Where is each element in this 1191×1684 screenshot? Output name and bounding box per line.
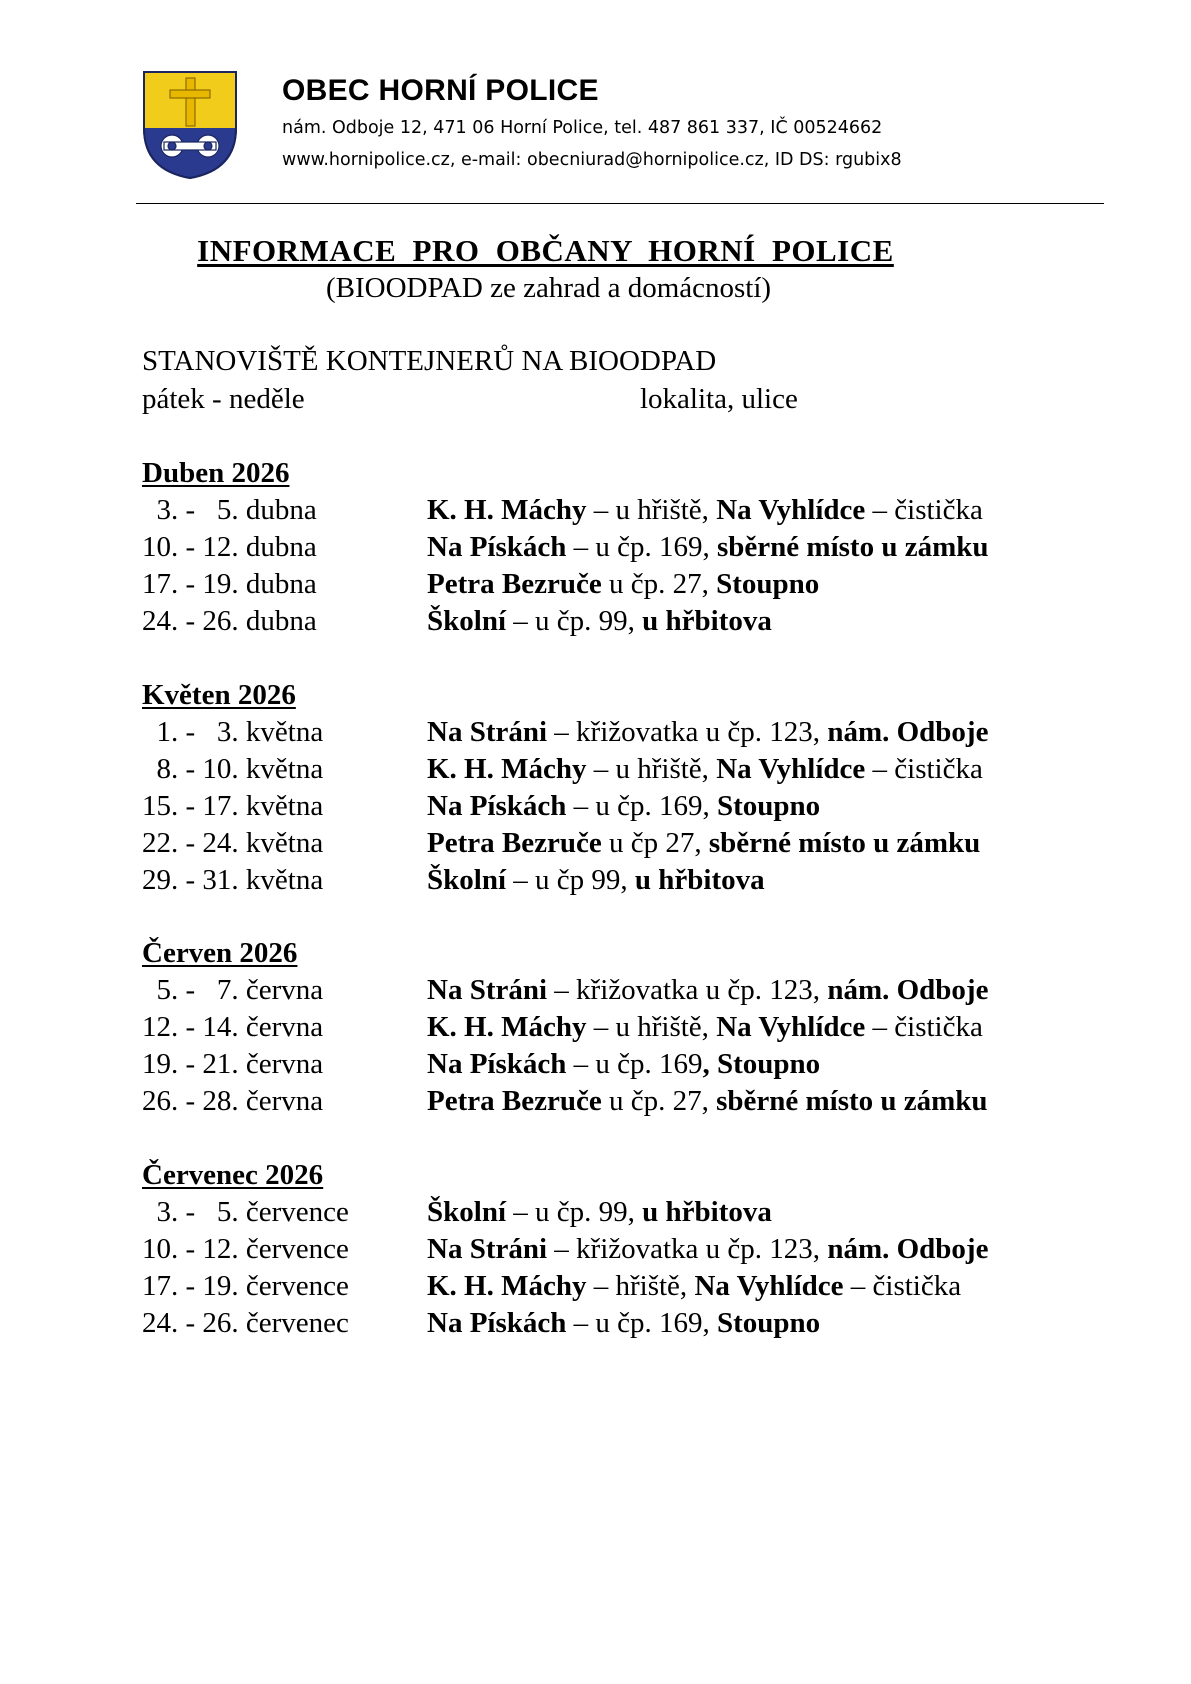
schedule-date: 1. - 3. května bbox=[142, 716, 324, 748]
column-label-days: pátek - neděle bbox=[142, 383, 305, 415]
location-street: Na Stráni bbox=[427, 1233, 548, 1265]
location-street: sběrné místo u zámku bbox=[717, 531, 989, 563]
location-detail: – hřiště, bbox=[586, 1270, 695, 1302]
location-street: Stoupno bbox=[716, 568, 820, 600]
schedule-location bbox=[427, 1305, 1082, 1342]
location-street: Na Pískách bbox=[427, 1048, 567, 1080]
month-block bbox=[142, 1157, 1082, 1342]
schedule-row bbox=[142, 1009, 1082, 1046]
location-detail: u čp. 27, bbox=[601, 1085, 717, 1117]
schedule-location bbox=[427, 492, 1082, 529]
schedule-location bbox=[427, 825, 1082, 862]
schedule-date: 10. - 12. dubna bbox=[142, 531, 317, 563]
location-street: Školní bbox=[427, 605, 506, 637]
location-detail: – u hřiště, bbox=[586, 1011, 717, 1043]
schedule-location bbox=[427, 1268, 1082, 1305]
schedule-row bbox=[142, 751, 1082, 788]
schedule-date: 15. - 17. května bbox=[142, 790, 324, 822]
schedule-date: 29. - 31. května bbox=[142, 864, 324, 896]
location-detail: – u čp. 169, bbox=[566, 1307, 718, 1339]
month-block bbox=[142, 455, 1082, 640]
location-street: Na Vyhlídce bbox=[694, 1270, 844, 1302]
location-detail: – u čp 99, bbox=[506, 864, 635, 896]
schedule-row bbox=[142, 825, 1082, 862]
location-detail: – křižovatka u čp. 123, bbox=[547, 716, 828, 748]
schedule-row bbox=[142, 529, 1082, 566]
location-detail: – u hřiště, bbox=[586, 753, 717, 785]
document-title-wrap bbox=[0, 233, 1191, 269]
schedule-row bbox=[142, 972, 1082, 1009]
schedule-location bbox=[427, 1231, 1082, 1268]
location-detail: – u čp. 99, bbox=[506, 605, 643, 637]
location-street: u hřbitova bbox=[634, 864, 765, 896]
document-title: INFORMACE PRO OBČANY HORNÍ POLICE bbox=[197, 233, 894, 268]
month-block bbox=[142, 677, 1082, 899]
location-street: nám. Odboje bbox=[827, 1233, 989, 1265]
schedule-date: 22. - 24. května bbox=[142, 827, 324, 859]
location-detail: – křižovatka u čp. 123, bbox=[547, 974, 828, 1006]
schedule-date: 17. - 19. dubna bbox=[142, 568, 317, 600]
location-street: sběrné místo u zámku bbox=[708, 827, 981, 859]
schedule-date: 17. - 19. července bbox=[142, 1270, 349, 1302]
location-street: Na Stráni bbox=[427, 974, 548, 1006]
location-street: Na Vyhlídce bbox=[716, 753, 866, 785]
location-street: sběrné místo u zámku bbox=[716, 1085, 988, 1117]
schedule-date: 3. - 5. července bbox=[142, 1196, 349, 1228]
location-street: K. H. Máchy bbox=[427, 1270, 587, 1302]
schedule-date: 26. - 28. června bbox=[142, 1085, 324, 1117]
location-detail: – křižovatka u čp. 123, bbox=[547, 1233, 828, 1265]
schedule-row bbox=[142, 603, 1082, 640]
schedule-date: 8. - 10. května bbox=[142, 753, 324, 785]
location-street: Stoupno bbox=[717, 1307, 821, 1339]
schedule-date: 24. - 26. dubna bbox=[142, 605, 317, 637]
schedule-row bbox=[142, 714, 1082, 751]
schedule-row bbox=[142, 1305, 1082, 1342]
schedule-location bbox=[427, 1009, 1082, 1046]
header-divider bbox=[136, 203, 1104, 204]
location-street: Školní bbox=[427, 864, 506, 896]
schedule-location bbox=[427, 529, 1082, 566]
letterhead bbox=[142, 70, 1102, 190]
location-street: u hřbitova bbox=[642, 1196, 772, 1228]
location-street: , Stoupno bbox=[702, 1048, 821, 1080]
location-street: nám. Odboje bbox=[827, 974, 989, 1006]
schedule-row bbox=[142, 492, 1082, 529]
location-detail: u čp. 27, bbox=[601, 568, 717, 600]
schedule-location bbox=[427, 788, 1082, 825]
location-detail: – čistička bbox=[865, 494, 983, 526]
schedule-date: 19. - 21. června bbox=[142, 1048, 324, 1080]
schedule-location bbox=[427, 751, 1082, 788]
location-street: nám. Odboje bbox=[827, 716, 989, 748]
location-detail: – u čp. 169 bbox=[566, 1048, 703, 1080]
location-detail: – čistička bbox=[865, 753, 983, 785]
location-street: Na Pískách bbox=[427, 1307, 567, 1339]
schedule-row bbox=[142, 862, 1082, 899]
location-street: K. H. Máchy bbox=[427, 1011, 587, 1043]
location-street: Petra Bezruče bbox=[427, 1085, 602, 1117]
location-street: Školní bbox=[427, 1196, 506, 1228]
location-detail: – u čp. 99, bbox=[506, 1196, 643, 1228]
location-street: Petra Bezruče bbox=[427, 827, 602, 859]
schedule-date: 10. - 12. července bbox=[142, 1233, 349, 1265]
location-street: Na Stráni bbox=[427, 716, 548, 748]
schedule-location bbox=[427, 1083, 1082, 1120]
location-street: Na Pískách bbox=[427, 531, 567, 563]
document-subtitle: (BIOODPAD ze zahrad a domácností) bbox=[326, 272, 772, 304]
location-detail: u čp 27, bbox=[601, 827, 709, 859]
schedule-date: 12. - 14. června bbox=[142, 1011, 324, 1043]
section-heading: STANOVIŠTĚ KONTEJNERŮ NA BIOODPAD bbox=[142, 345, 717, 377]
municipality-address: nám. Odboje 12, 471 06 Horní Police, tel. 487 861 337, IČ 00524662 bbox=[282, 118, 883, 138]
schedule-location bbox=[427, 603, 1082, 640]
location-street: Na Vyhlídce bbox=[716, 494, 866, 526]
location-detail: – čistička bbox=[865, 1011, 983, 1043]
location-detail: – u hřiště, bbox=[586, 494, 717, 526]
schedule-row bbox=[142, 1268, 1082, 1305]
schedule-location bbox=[427, 566, 1082, 603]
month-title: Duben 2026 bbox=[142, 457, 290, 489]
column-label-location: lokalita, ulice bbox=[640, 383, 798, 415]
month-title: Červenec 2026 bbox=[142, 1159, 324, 1191]
location-street: Petra Bezruče bbox=[427, 568, 602, 600]
schedule-row bbox=[142, 1083, 1082, 1120]
schedule-date: 24. - 26. červenec bbox=[142, 1307, 349, 1339]
location-street: Na Vyhlídce bbox=[716, 1011, 866, 1043]
schedule-row bbox=[142, 566, 1082, 603]
coat-of-arms-icon bbox=[142, 70, 238, 180]
location-street: K. H. Máchy bbox=[427, 753, 587, 785]
schedule-row bbox=[142, 1194, 1082, 1231]
location-street: K. H. Máchy bbox=[427, 494, 587, 526]
schedule-location bbox=[427, 1194, 1082, 1231]
location-street: Na Pískách bbox=[427, 790, 567, 822]
schedule-location bbox=[427, 862, 1082, 899]
schedule-location bbox=[427, 714, 1082, 751]
location-street: u hřbitova bbox=[642, 605, 772, 637]
schedule-location bbox=[427, 1046, 1082, 1083]
schedule-date: 5. - 7. června bbox=[142, 974, 324, 1006]
location-detail: – u čp. 169, bbox=[566, 790, 718, 822]
schedule-row bbox=[142, 1046, 1082, 1083]
month-title: Květen 2026 bbox=[142, 679, 296, 711]
location-detail: – u čp. 169, bbox=[566, 531, 718, 563]
location-detail: – čistička bbox=[843, 1270, 962, 1302]
month-title: Červen 2026 bbox=[142, 937, 298, 969]
month-block bbox=[142, 935, 1082, 1120]
schedule-row bbox=[142, 1231, 1082, 1268]
location-street: Stoupno bbox=[717, 790, 821, 822]
schedule-location bbox=[427, 972, 1082, 1009]
schedule-row bbox=[142, 788, 1082, 825]
municipality-name: OBEC HORNÍ POLICE bbox=[282, 74, 599, 107]
municipality-contact: www.hornipolice.cz, e-mail: obecniurad@hornipolice.cz, ID DS: rgubix8 bbox=[282, 150, 902, 170]
schedule-date: 3. - 5. dubna bbox=[142, 494, 317, 526]
